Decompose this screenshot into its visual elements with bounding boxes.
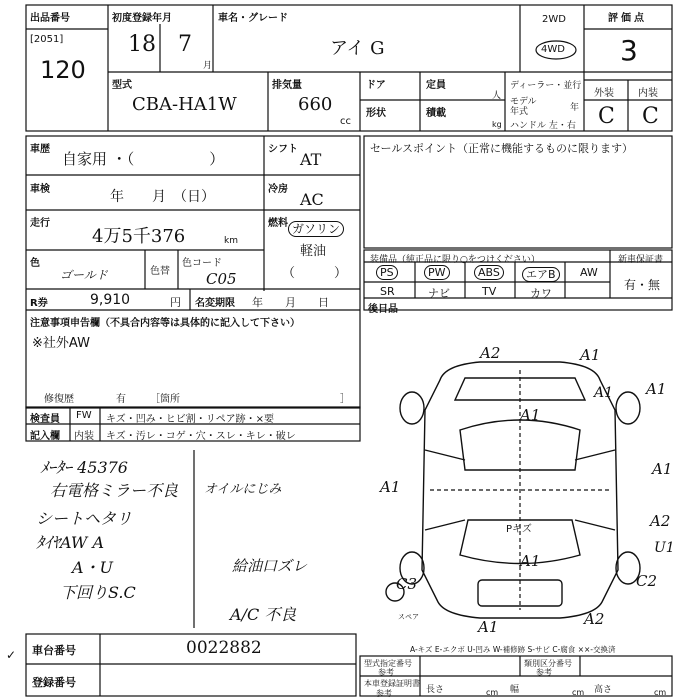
damage-mark: A1 <box>646 380 667 398</box>
score-value: 3 <box>620 34 638 67</box>
drive-4wd: 4WD <box>541 44 565 55</box>
regcert-ref: 参考 <box>376 689 392 698</box>
warranty-label: 新車保証書 <box>618 255 664 265</box>
damage-mark: A1 <box>478 618 499 636</box>
fuel-gasoline-circled: ガソリン <box>288 221 344 237</box>
damage-mark: A2 <box>584 610 605 628</box>
notes-value: ※社外AW <box>32 336 90 351</box>
sales-label: セールスポイント（正常に機能するものに限ります） <box>370 142 634 155</box>
damage-mark: A2 <box>650 512 671 530</box>
equip-airbag-circled: エアB <box>522 267 560 282</box>
lot-code: [2051] <box>30 34 64 45</box>
equip-abs <box>474 266 504 279</box>
reg-month-unit: 月 <box>203 61 213 71</box>
inspection-label: 車検 <box>30 184 50 195</box>
equip-leather: カワ <box>530 287 552 300</box>
color-change-label: 色替 <box>150 266 170 277</box>
length-label: 長さ <box>426 685 445 695</box>
model-year-unit: 年 <box>570 103 580 113</box>
designation-ref: 参考 <box>378 668 394 677</box>
mileage-label: 走行 <box>30 218 50 229</box>
disp-label: 排気量 <box>272 80 302 91</box>
int-label: 内装 <box>638 88 658 99</box>
fw-text: キズ・凹み・ヒビ割・リペア跡・×要 <box>106 414 274 425</box>
chassis-value: 0022882 <box>186 638 262 658</box>
hw-line-2b: オイルにじみ <box>204 482 282 497</box>
model-year-label-1: モデル <box>510 97 537 107</box>
history-label: 車歴 <box>30 144 50 155</box>
entry-label: 記入欄 <box>30 431 60 442</box>
spare-label: スペア <box>398 613 419 621</box>
history-value: 自家用 ・（ ） <box>62 150 225 168</box>
door-label: ドア <box>366 80 386 91</box>
hw-line-7: A/C 不良 <box>230 605 297 624</box>
lot-label: 出品番号 <box>30 13 70 24</box>
shape-label: 形状 <box>366 108 386 119</box>
height-label: 高さ <box>594 685 613 695</box>
equip-ps <box>376 266 398 279</box>
repair-value: 有 <box>116 394 126 405</box>
length-unit: cm <box>486 688 499 697</box>
type-value: CBA-HA1W <box>132 94 237 115</box>
hw-line-6: 下回りS.C <box>60 583 136 602</box>
fw-label: FW <box>76 410 92 421</box>
damage-mark: C2 <box>636 572 658 590</box>
reg-num-label: 登録番号 <box>32 676 76 689</box>
shift-value: AT <box>300 150 322 169</box>
car-body-diagram <box>370 340 680 640</box>
recycle-unit: 円 <box>170 296 181 309</box>
damage-mark: A2 <box>480 344 501 362</box>
mileage-value: 4万5千376 <box>92 226 186 247</box>
regcert-label: 本車登録証明書 <box>364 679 420 688</box>
damage-mark: A1 <box>520 406 541 424</box>
reg-label: 初度登録年月 <box>112 13 172 24</box>
tick-mark: ✓ <box>6 648 17 662</box>
category-label: 類別区分番号 <box>524 659 572 668</box>
mileage-unit: km <box>224 236 238 246</box>
equip-pw-circled: PW <box>424 265 450 280</box>
width-label: 幅 <box>510 685 520 695</box>
damage-mark: A1 <box>594 385 614 401</box>
fuel-value-2: 軽油 <box>300 244 327 259</box>
designation-label: 型式指定番号 <box>364 659 412 668</box>
handle-label: ハンドル 左・右 <box>510 121 576 131</box>
model-year-label-2: 年式 <box>510 107 529 117</box>
hw-line-3: シートヘタリ <box>36 509 133 528</box>
reg-month: 7 <box>178 32 192 57</box>
equip-abs-circled: ABS <box>474 265 504 280</box>
int-row-label: 内装 <box>74 431 94 442</box>
hw-line-4: ﾀｲﾔAW A <box>36 533 104 552</box>
int-value: C <box>642 104 659 129</box>
lot-number: 120 <box>40 56 86 84</box>
hw-line-5: A・U <box>72 558 114 577</box>
shift-label: シフト <box>268 144 298 155</box>
recycle-label: R券 <box>30 298 48 309</box>
inspection-value: 年 月 （日） <box>110 189 215 205</box>
repair-location: ［箇所 <box>150 394 180 405</box>
equip-label: 装備品（純正品に限り○をつけください） <box>370 255 540 265</box>
drive-2wd: 2WD <box>542 14 566 25</box>
title-deadline-label: 名変期限 <box>195 298 235 309</box>
damage-mark: A1 <box>580 346 601 364</box>
equip-pw <box>424 266 450 279</box>
model-value: アイ G <box>330 38 385 59</box>
model-label: 車名・グレード <box>218 13 288 24</box>
damage-mark: A1 <box>380 478 401 496</box>
int-row-text: キズ・汚レ・コゲ・穴・スレ・キレ・破レ <box>106 431 296 442</box>
damage-mark: U1 <box>654 540 675 556</box>
hw-line-5b: 給油口ズレ <box>232 557 308 575</box>
load-unit: kg <box>492 120 502 129</box>
load-label: 積載 <box>426 108 446 119</box>
chassis-label: 車台番号 <box>32 644 76 657</box>
fuel-value-3: （ ） <box>282 266 348 281</box>
ac-value: AC <box>300 190 324 209</box>
equip-tv: TV <box>482 285 497 298</box>
category-ref: 参考 <box>536 668 552 677</box>
damage-mark: A1 <box>652 460 673 478</box>
color-code-label: 色コード <box>182 258 222 269</box>
color-label: 色 <box>30 258 40 269</box>
diagram-small-label: Pキズ <box>506 524 532 535</box>
seats-label: 定員 <box>426 80 446 91</box>
repair-location-end: ］ <box>340 394 350 405</box>
hw-line-2: 右電格ミラー不良 <box>50 481 179 500</box>
notes-label: 注意事項申告欄（不具合内容等は具体的に記入して下さい） <box>30 318 300 329</box>
equip-sr: SR <box>380 285 395 298</box>
equip-ps-circled: PS <box>376 265 398 280</box>
ext-label: 外装 <box>594 88 614 99</box>
damage-legend: A-キズ E-エクボ U-凹み W-補修跡 S-サビ C-腐食 ××-交換済 <box>410 645 616 654</box>
damage-mark: C3 <box>396 575 418 593</box>
color-code-value: C05 <box>206 270 237 288</box>
disp-value: 660 <box>298 94 333 115</box>
equip-aw: AW <box>580 266 598 279</box>
reg-year: 18 <box>128 32 156 57</box>
score-label: 評価点 <box>608 13 647 24</box>
type-label: 型式 <box>112 80 132 91</box>
inspector-label: 検査員 <box>30 414 60 425</box>
color-value: ゴールド <box>60 268 108 282</box>
equip-airbag <box>522 266 560 282</box>
repair-label: 修復歴 <box>44 394 74 405</box>
recycle-value: 9,910 <box>90 292 131 308</box>
width-unit: cm <box>572 688 585 697</box>
fuel-value <box>288 220 344 237</box>
dealer-label: ディーラー・並行 <box>510 81 582 91</box>
title-deadline-value: 年 月 日 <box>252 296 329 309</box>
disp-unit: cc <box>340 116 351 127</box>
seats-unit: 人 <box>492 91 502 101</box>
hw-line-1: ﾒｰﾀｰ 45376 <box>40 458 128 477</box>
ext-value: C <box>598 104 615 129</box>
equip-navi: ナビ <box>428 287 450 300</box>
afterfit-label: 後日品 <box>368 304 398 315</box>
ac-label: 冷房 <box>268 184 288 195</box>
fuel-label: 燃料 <box>268 218 288 229</box>
height-unit: cm <box>654 688 667 697</box>
damage-mark: A1 <box>520 552 541 570</box>
warranty-value: 有・無 <box>624 278 661 292</box>
